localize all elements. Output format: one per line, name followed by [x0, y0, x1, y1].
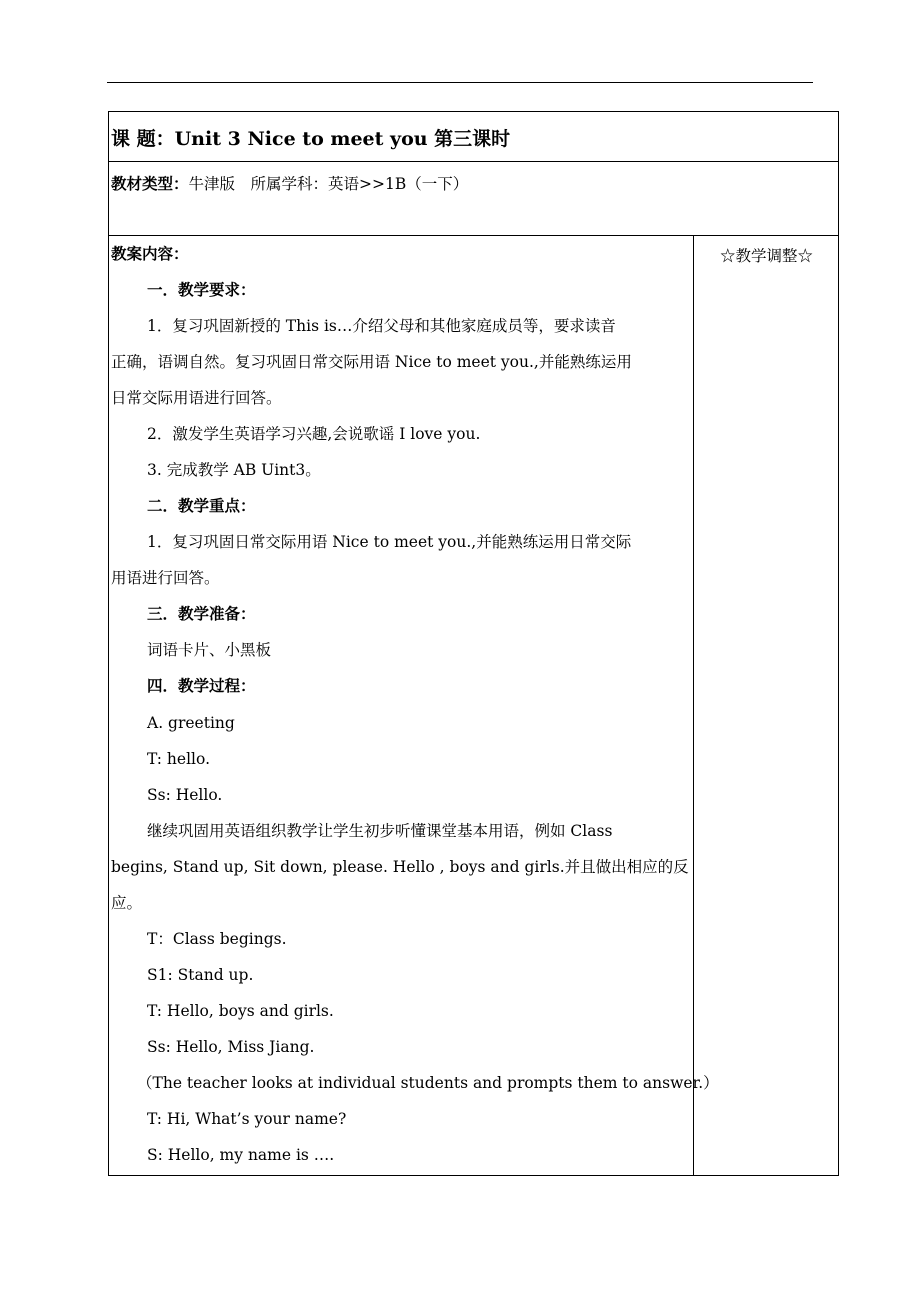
material-type-label: 教材类型： [111, 174, 189, 193]
title-row [109, 112, 838, 162]
content-line: 继续巩固用英语组织教学让学生初步听懂课堂基本用语，例如 Class [147, 822, 613, 840]
section-key-points-heading: 二．教学重点： [147, 496, 256, 515]
content-line: T: Hello, boys and girls. [147, 1002, 334, 1020]
content-line: S: Hello, my name is …. [147, 1146, 335, 1164]
lesson-title: 课 题：Unit 3 Nice to meet you 第三课时 [111, 128, 511, 150]
content-line: 词语卡片、小黑板 [147, 641, 272, 659]
content-line: T：Class begings. [147, 930, 287, 948]
content-line: begins, Stand up, Sit down, please. Hello , boys and girls.并且做出相应的反 [111, 858, 689, 876]
meta-row [109, 162, 838, 236]
content-line: Ss: Hello, Miss Jiang. [147, 1038, 315, 1056]
content-line: 用语进行回答。 [111, 569, 220, 587]
content-line: 1．复习巩固日常交际用语 Nice to meet you.,并能熟练运用日常交际 [147, 533, 632, 551]
content-line: 日常交际用语进行回答。 [111, 389, 282, 407]
content-line: Ss: Hello. [147, 786, 223, 804]
content-line: A. greeting [147, 714, 235, 732]
content-line: （The teacher looks at individual students and prompts them to answer.） [137, 1074, 719, 1092]
content-line: 3. 完成教学 AB Uint3。 [147, 461, 321, 479]
lesson-plan-table [108, 111, 839, 1176]
content-line: 应。 [111, 894, 143, 912]
content-line: T: Hi, What’s your name? [147, 1110, 347, 1128]
meta-info [111, 172, 468, 194]
content-line: S1: Stand up. [147, 966, 254, 984]
teaching-adjustment-column [694, 236, 839, 1176]
teaching-adjustment-heading: ☆教学调整☆ [719, 247, 813, 265]
page-header-rule [107, 82, 813, 83]
content-line: 1．复习巩固新授的 This is…介绍父母和其他家庭成员等，要求读音 [147, 317, 616, 335]
section-requirements-heading: 一．教学要求： [147, 280, 256, 299]
content-line: 2．激发学生英语学习兴趣,会说歌谣 I love you. [147, 425, 481, 443]
section-preparation-heading: 三．教学准备： [147, 604, 256, 623]
section-process-heading: 四．教学过程： [147, 676, 256, 695]
content-label: 教案内容： [111, 244, 189, 263]
content-row [109, 236, 838, 1176]
content-line: 正确，语调自然。复习巩固日常交际用语 Nice to meet you.,并能熟练运用 [111, 353, 632, 371]
material-type-value: 牛津版 所属学科：英语>>1B（一下） [188, 175, 469, 193]
lesson-content-column [109, 236, 719, 1176]
content-line: T: hello. [147, 750, 210, 768]
